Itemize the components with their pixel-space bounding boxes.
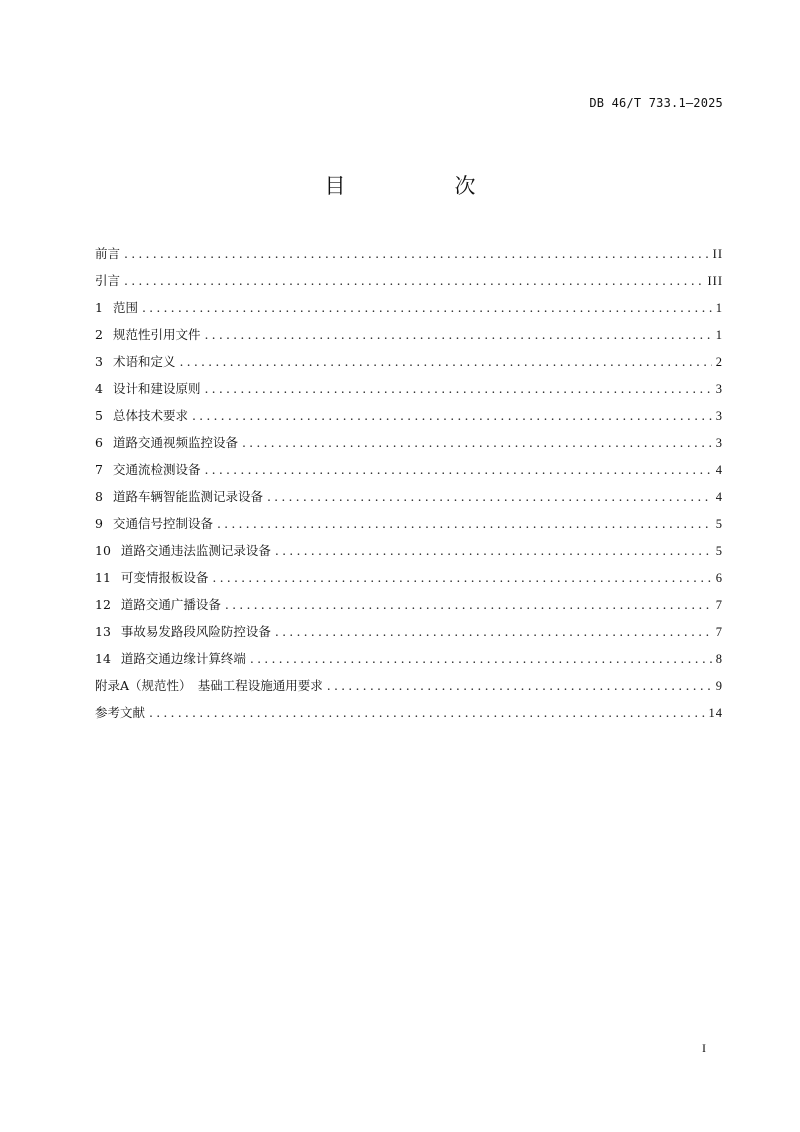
page-title: 目 次	[324, 174, 520, 198]
toc-entry-title: 引言	[95, 273, 121, 288]
toc-entry-page: 7	[715, 598, 723, 612]
toc-entry-title: 道路车辆智能监测记录设备	[112, 489, 263, 504]
toc-entry-5[interactable]	[95, 402, 723, 429]
toc-entry-12[interactable]	[95, 591, 723, 618]
toc-entry-10[interactable]	[95, 537, 723, 564]
toc-dot-leader	[124, 240, 709, 267]
toc-entry-number: 3	[95, 354, 103, 369]
toc-dot-leader	[225, 591, 712, 618]
toc-dot-leader	[142, 294, 712, 321]
toc-dot-leader	[204, 321, 711, 348]
toc-entry-page: 4	[715, 490, 723, 504]
toc-entry-title: 前言	[95, 246, 121, 261]
toc-entry-number: 8	[95, 489, 103, 504]
toc-entry-4[interactable]	[95, 375, 723, 402]
toc-entry-page: 14	[708, 706, 723, 720]
toc-dot-leader	[179, 348, 711, 375]
toc-entry-6[interactable]	[95, 429, 723, 456]
toc-entry-7[interactable]	[95, 456, 723, 483]
toc-entry-appendix-a[interactable]	[95, 672, 723, 699]
toc-entry-number: 13	[95, 624, 111, 639]
toc-entry-number: 7	[95, 462, 103, 477]
toc-entry-13[interactable]	[95, 618, 723, 645]
toc-entry-2[interactable]	[95, 321, 723, 348]
toc-entry-page: 1	[715, 328, 723, 342]
toc-entry-page: 3	[715, 409, 723, 423]
toc-entry-title: 总体技术要求	[112, 408, 188, 423]
toc-entry-8[interactable]	[95, 483, 723, 510]
toc-entry-title: 道路交通视频监控设备	[112, 435, 238, 450]
toc-entry-9[interactable]	[95, 510, 723, 537]
toc-entry-title: 事故易发路段风险防控设备	[120, 624, 271, 639]
toc-entry-title: 术语和定义	[112, 354, 176, 369]
toc-entry-page: 6	[715, 571, 723, 585]
toc-entry-11[interactable]	[95, 564, 723, 591]
toc-entry-title: 道路交通边缘计算终端	[120, 651, 246, 666]
toc-dot-leader	[275, 537, 712, 564]
table-of-contents	[95, 240, 723, 726]
toc-entry-references[interactable]	[95, 699, 723, 726]
toc-entry-number: 12	[95, 597, 111, 612]
toc-dot-leader	[212, 564, 711, 591]
toc-entry-page: 8	[715, 652, 723, 666]
toc-entry-page: 5	[715, 544, 723, 558]
toc-entry-title: 可变情报板设备	[120, 570, 209, 585]
toc-dot-leader	[250, 645, 712, 672]
toc-entry-number: 1	[95, 300, 103, 315]
toc-entry-title: 范围	[112, 300, 138, 315]
toc-entry-page: 3	[715, 436, 723, 450]
toc-entry-number: 14	[95, 651, 111, 666]
toc-entry-introduction[interactable]	[95, 267, 723, 294]
toc-entry-title: 道路交通违法监测记录设备	[120, 543, 271, 558]
toc-entry-3[interactable]	[95, 348, 723, 375]
toc-dot-leader	[204, 375, 711, 402]
toc-dot-leader	[204, 456, 711, 483]
toc-entry-page: 4	[715, 463, 723, 477]
toc-entry-preface[interactable]	[95, 240, 723, 267]
toc-dot-leader	[192, 402, 712, 429]
toc-entry-page: 9	[715, 679, 723, 693]
toc-entry-title: 道路交通广播设备	[120, 597, 221, 612]
toc-entry-title: 附录A（规范性） 基础工程设施通用要求	[95, 678, 323, 693]
toc-entry-page: 2	[715, 355, 723, 369]
toc-entry-number: 6	[95, 435, 103, 450]
toc-entry-page: 7	[715, 625, 723, 639]
toc-entry-number: 4	[95, 381, 103, 396]
toc-dot-leader	[267, 483, 712, 510]
toc-entry-title: 交通流检测设备	[112, 462, 201, 477]
toc-entry-1[interactable]	[95, 294, 723, 321]
toc-dot-leader	[149, 699, 704, 726]
toc-entry-number: 9	[95, 516, 103, 531]
toc-entry-title: 设计和建设原则	[112, 381, 201, 396]
page-number: I	[702, 1041, 706, 1055]
toc-dot-leader	[124, 267, 703, 294]
toc-dot-leader	[217, 510, 712, 537]
toc-entry-number: 11	[95, 570, 111, 585]
toc-dot-leader	[275, 618, 712, 645]
toc-entry-number: 5	[95, 408, 103, 423]
toc-entry-14[interactable]	[95, 645, 723, 672]
toc-dot-leader	[242, 429, 712, 456]
toc-entry-number: 10	[95, 543, 111, 558]
toc-entry-page: 1	[715, 301, 723, 315]
toc-entry-page: 3	[715, 382, 723, 396]
document-code: DB 46/T 733.1—2025	[589, 96, 723, 110]
toc-entry-page: III	[707, 274, 723, 288]
toc-entry-number: 2	[95, 327, 103, 342]
toc-entry-page: II	[712, 247, 723, 261]
toc-dot-leader	[327, 672, 712, 699]
toc-entry-title: 规范性引用文件	[112, 327, 201, 342]
toc-entry-page: 5	[715, 517, 723, 531]
toc-entry-title: 交通信号控制设备	[112, 516, 213, 531]
toc-entry-title: 参考文献	[95, 705, 146, 720]
